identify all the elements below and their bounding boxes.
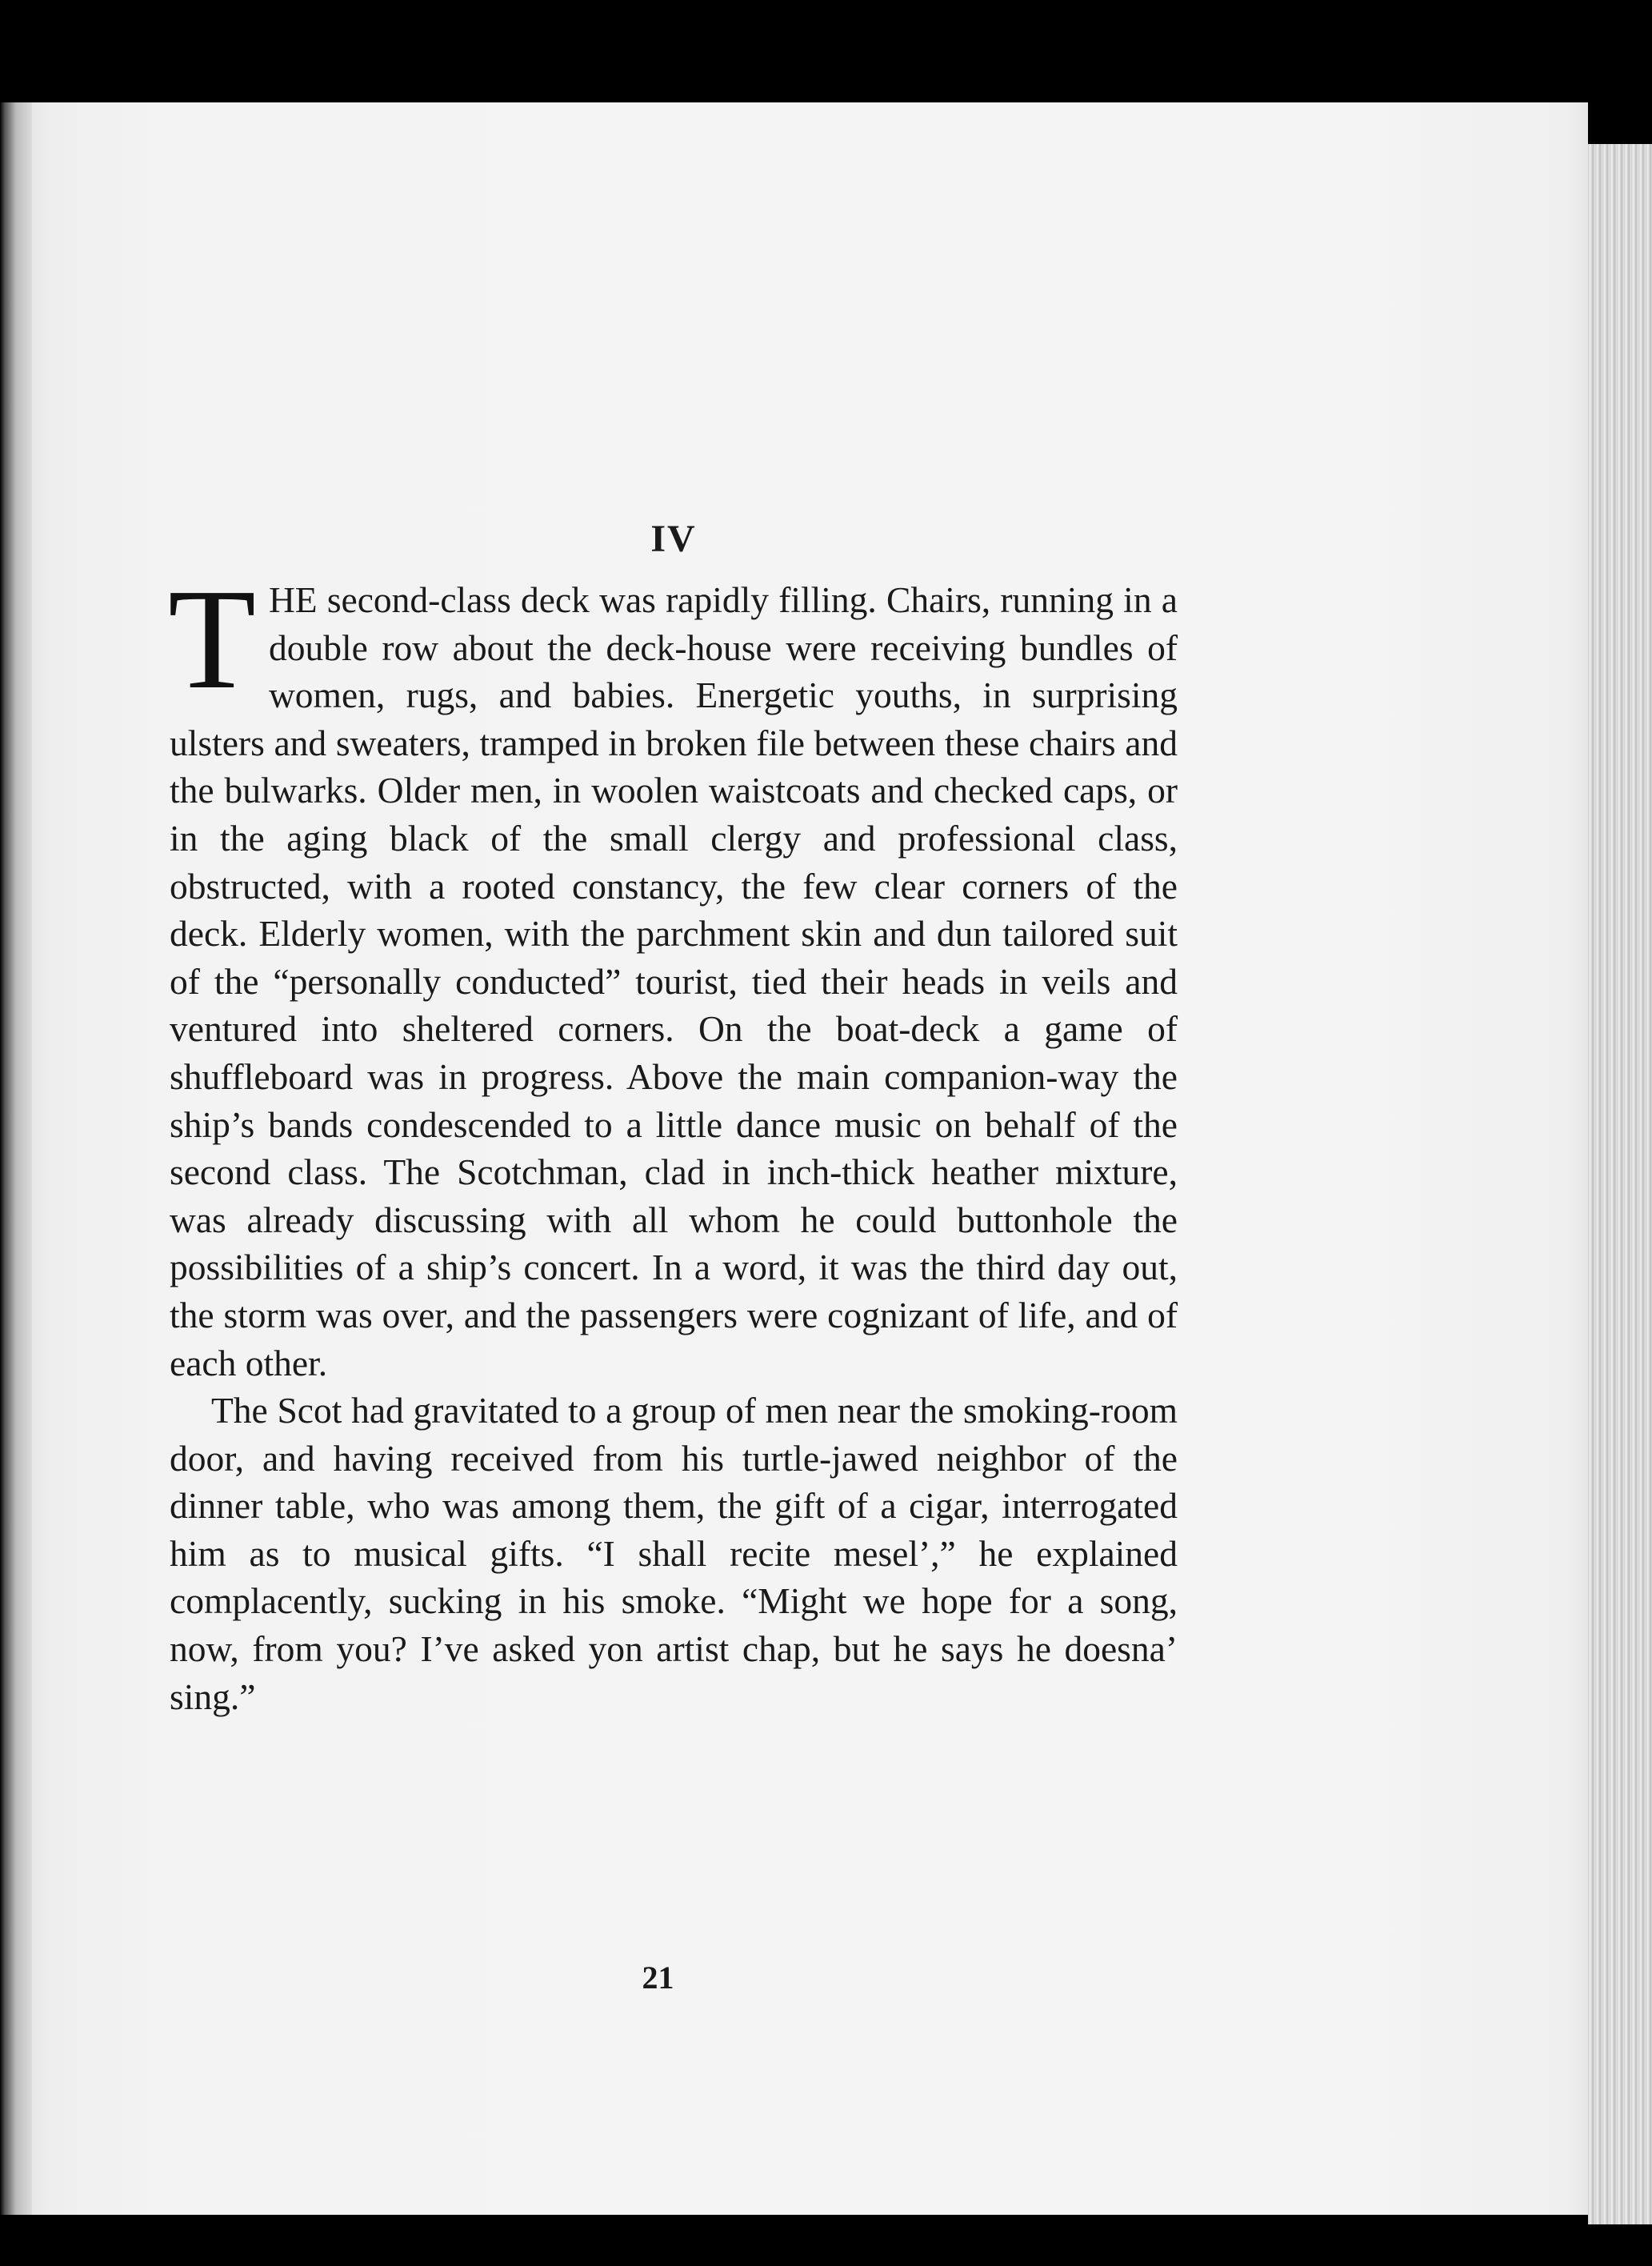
binding-gutter bbox=[0, 102, 32, 2215]
page-number bbox=[0, 1959, 1588, 1996]
paragraph-2: The Scot had gravitated to a group of men near the smoking-room door, and having received from his turtle-jawed neighbor of the dinner table, who was among them, the gift of a cigar, interrogated him as to musical gifts. “I shall recite mesel’,” he explained complacently, sucking in his smoke. “Might we hope for a song, now, from you? I’ve asked yon artist chap, but he says he doesna’ sing.” bbox=[170, 1390, 1178, 1717]
page-number-text: 21 bbox=[642, 1960, 674, 1996]
page-text bbox=[170, 520, 1178, 1720]
chapter-heading: IV bbox=[650, 518, 697, 560]
paragraph-1 bbox=[168, 559, 1178, 1387]
page-edges bbox=[1588, 144, 1652, 2224]
paragraph-1-text: HE second-class deck was rapidly filling. Chairs, running in a double row about the deck-house were receiving bundles of women, rugs, and babies. Energetic youths, in surprising ulsters and sweaters, tramped in broken file between these chairs and the bulwarks. Older men, in woolen waistcoats and checked caps, or in the aging black of the small clergy and professional class, obstructed, with a rooted constancy, the few clear corners of the deck. Elderly women, with the parchment skin and dun tailored suit of the “personally conducted” tourist, tied their heads in veils and ventured into sheltered corners. On the boat-deck a game of shuffleboard was in progress. Above the main companion-way the ship’s bands condescended to a little dance music on behalf of the second class. The Scotchman, clad in inch-thick heather mixture, was already discussing with all whom he could buttonhole the possibilities of a ship’s concert. In a word, it was the third day out, the storm was over, and the passengers were cognizant of life, and of each other. bbox=[170, 579, 1178, 1383]
drop-cap: T bbox=[168, 559, 256, 719]
